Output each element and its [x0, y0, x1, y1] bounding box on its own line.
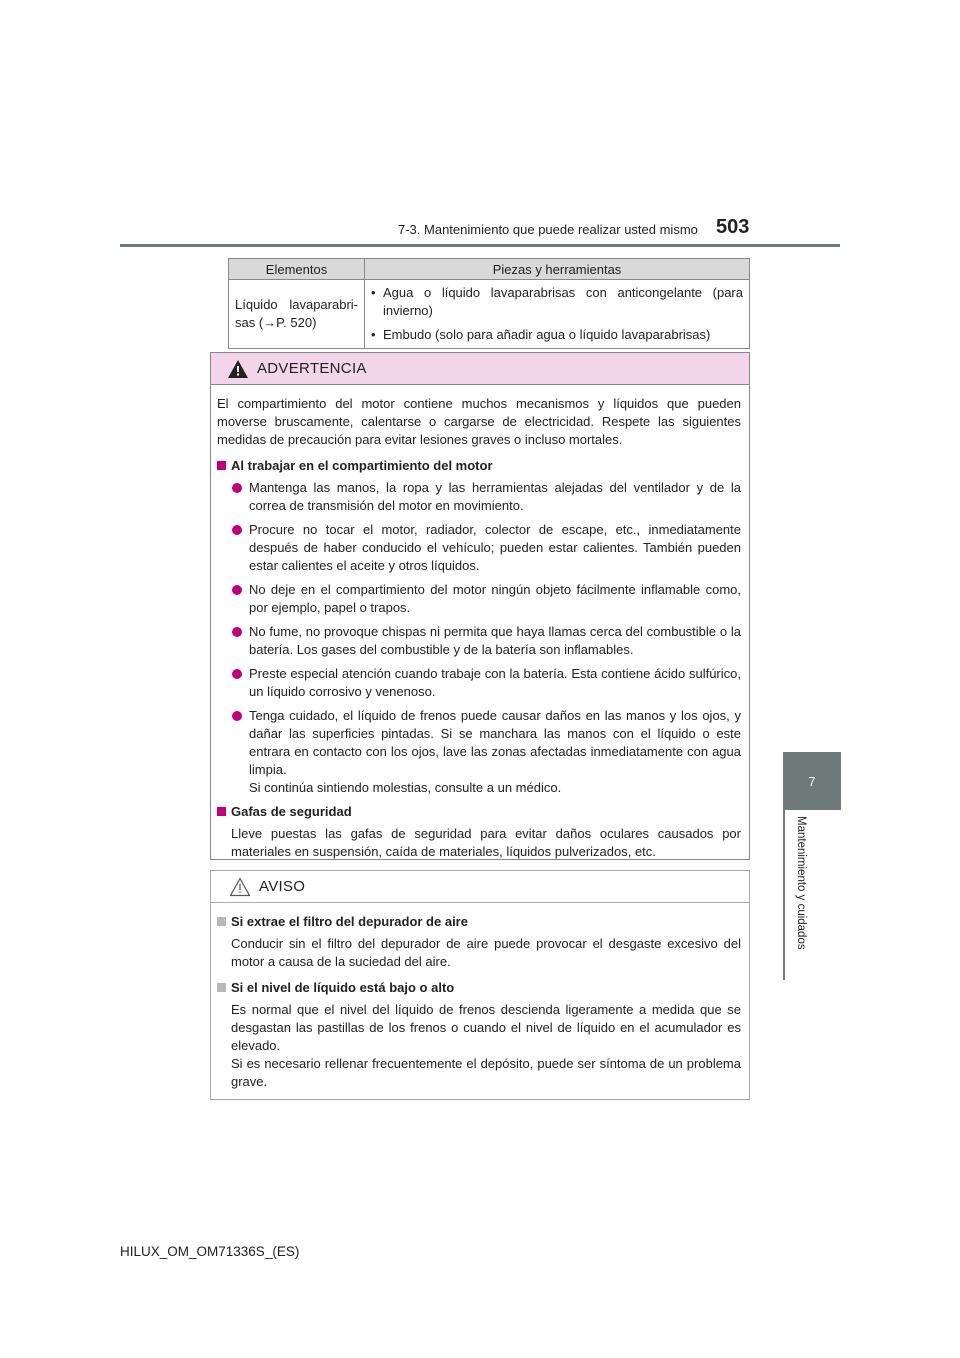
list-item-extra: Si continúa sintiendo molestias, consulte a un médico.: [249, 780, 562, 795]
side-tab-bar: [783, 810, 785, 980]
round-bullet-icon: [232, 711, 242, 721]
round-bullet-icon: [232, 525, 242, 535]
list-item: • Embudo (solo para añadir agua o líquido lavaparabrisas): [371, 326, 743, 344]
notice-title: AVISO: [259, 878, 306, 895]
parts-table: [228, 258, 750, 349]
notice-section-text: Conducir sin el filtro del depurador de aire puede provocar el desgaste excesivo del motor a causa de la suciedad del aire.: [231, 936, 741, 969]
column-header-items: Elementos: [229, 259, 365, 280]
square-bullet-icon: [217, 983, 226, 992]
notice-section-text: Si es necesario rellenar frecuentemente el depósito, puede ser síntoma de un problema grave.: [231, 1056, 741, 1089]
square-bullet-icon: [217, 461, 226, 470]
notice-section-text: Es normal que el nivel del líquido de frenos descienda ligeramente a medida que se desgastan las pastillas de los frenos o cuando el nivel de líquido en el acumulador es elevado.: [231, 1002, 741, 1053]
warning-intro: El compartimiento del motor contiene muchos mecanismos y líquidos que pueden moverse bruscamente, calentarse o cargarse de electricidad. Respete las siguientes medidas de precaución para evitar lesiones graves o incluso mortales.: [217, 396, 741, 447]
warning-box: [210, 352, 750, 860]
notice-body: [211, 903, 749, 1091]
column-header-parts: Piezas y herramientas: [365, 259, 750, 280]
list-item: • Agua o líquido lavaparabrisas con anticongelante (para invierno): [371, 284, 743, 320]
round-bullet-icon: [232, 669, 242, 679]
warning-header: [211, 353, 749, 385]
round-bullet-icon: [232, 627, 242, 637]
warning-body: [211, 385, 749, 861]
list-item: No fume, no provoque chispas ni permita que haya llamas cerca del combustible o la batería. Los gases del combustible y de la batería son inflamables.: [217, 623, 741, 659]
parts-list: [371, 284, 743, 344]
round-bullet-icon: [232, 585, 242, 595]
notice-header: [211, 871, 749, 903]
table-row: [229, 280, 750, 349]
warning-triangle-icon: [227, 359, 249, 379]
square-bullet-icon: [217, 917, 226, 926]
notice-section-heading: Si el nivel de líquido está bajo o alto: [217, 979, 741, 997]
section-title: 7-3. Mantenimiento que puede realizar usted mismo: [398, 222, 698, 237]
notice-box: [210, 870, 750, 1100]
list-item: Preste especial atención cuando trabaje con la batería. Esta contiene ácido sulfúrico, un líquido corrosivo y venenoso.: [217, 665, 741, 701]
table-header-row: [229, 259, 750, 280]
square-bullet-icon: [217, 807, 226, 816]
round-bullet-icon: [232, 483, 242, 493]
notice-section-heading: Si extrae el filtro del depurador de aire: [217, 913, 741, 931]
list-item: Tenga cuidado, el líquido de frenos puede causar daños en las manos y los ojos, y dañar las superficies pintadas. Si se manchara las manos con el líquido o este entrara en contacto con los ojos, lave las zonas afectadas inmediatamente con agua limpia. Si continúa sintiendo molestias, consulte a un médico.: [217, 707, 741, 797]
list-item: Procure no tocar el motor, radiador, colector de escape, etc., inmediatamente después de haber conducido el vehículo; pueden estar calientes. También pueden estar calientes el aceite y otros líquidos.: [217, 521, 741, 575]
header-divider: [120, 244, 840, 247]
warning-title: ADVERTENCIA: [257, 360, 367, 377]
warning-section-text: Lleve puestas las gafas de seguridad para evitar daños oculares causados por materiales en suspensión, caída de materiales, líquidos pulverizados, etc.: [231, 826, 741, 859]
chapter-tab: 7: [783, 752, 841, 810]
page-number: 503: [716, 216, 750, 238]
chapter-label: Mantenimiento y cuidados: [795, 816, 807, 950]
list-item: No deje en el compartimiento del motor ningún objeto fácilmente inflamable como, por ejemplo, papel o trapos.: [217, 581, 741, 617]
notice-triangle-outline-icon: [229, 877, 251, 897]
warning-section-heading: Gafas de seguridad: [217, 803, 741, 821]
warning-section-heading: Al trabajar en el compartimiento del motor: [217, 457, 741, 475]
table-cell-parts: [365, 280, 750, 349]
list-item: Mantenga las manos, la ropa y las herramientas alejadas del ventilador y de la correa de transmisión del motor en movimiento.: [217, 479, 741, 515]
table-cell-item: Líquido lavaparabri-sas (→P. 520): [229, 280, 365, 349]
document-code: HILUX_OM_OM71336S_(ES): [120, 1244, 300, 1259]
